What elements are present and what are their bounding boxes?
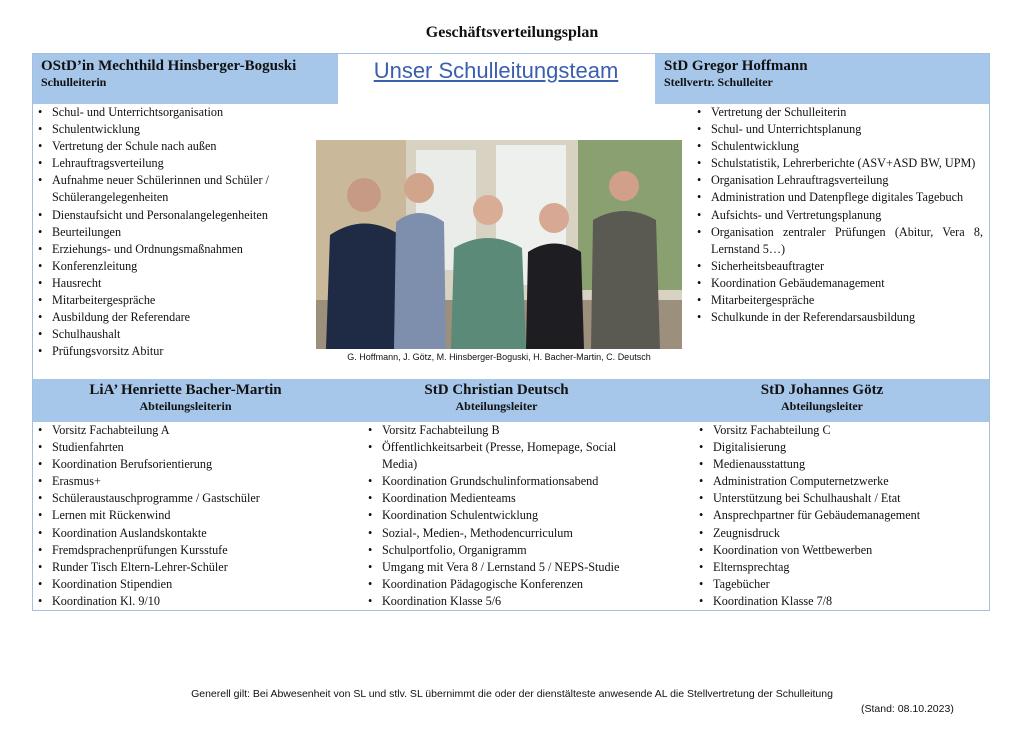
list-item: • Administration Computernetzwerke [713, 473, 985, 490]
list-item: • Koordination Schulentwicklung [382, 507, 649, 524]
list-item: • Erasmus+ [52, 473, 334, 490]
list-item: • Schul- und Unterrichtsplanung [711, 121, 983, 138]
general-note: Generell gilt: Bei Abwesenheit von SL und stlv. SL übernimmt die oder der dienstälteste anwesende AL die Stellvertretung der Schulleitung [191, 688, 833, 700]
abteilung-b-role: Abteilungsleiter [455, 399, 538, 413]
list-item: • Sicherheitsbeauftragter [711, 258, 983, 275]
list-item: • Vorsitz Fachabteilung C [713, 422, 985, 439]
list-item: • Ausbildung der Referendare [52, 309, 296, 326]
abteilung-c-header [655, 379, 989, 422]
list-item: • Vorsitz Fachabteilung A [52, 422, 334, 439]
list-item: • Koordination Medienteams [382, 490, 649, 507]
list-item: • Mitarbeitergespräche [711, 292, 983, 309]
list-item: • Lernen mit Rückenwind [52, 507, 334, 524]
list-item: • Schulentwicklung [52, 121, 296, 138]
schulleiterin-task-list [34, 104, 296, 360]
list-item: • Medienausstattung [713, 456, 985, 473]
list-item: • Elternsprechtag [713, 559, 985, 576]
schulleiterin-name: OStD’in Mechthild Hinsberger-Boguski [41, 58, 297, 74]
list-item: • Koordination Berufsorientierung [52, 456, 334, 473]
list-item: • Öffentlichkeitsarbeit (Presse, Homepage, Social Media) [382, 439, 649, 473]
list-item: • Schulkunde in der Referendarsausbildung [711, 309, 983, 326]
list-item: • Koordination Grundschulinformationsabend [382, 473, 649, 490]
list-item: • Dienstaufsicht und Personalangelegenheiten [52, 207, 296, 224]
list-item: • Beurteilungen [52, 224, 296, 241]
abteilung-b-header [338, 379, 655, 422]
date-stamp: (Stand: 08.10.2023) [861, 703, 954, 715]
list-item: • Koordination Kl. 9/10 [52, 593, 334, 610]
list-item: • Koordination Klasse 5/6 [382, 593, 649, 610]
list-item: • Koordination Pädagogische Konferenzen [382, 576, 649, 593]
list-item: • Studienfahrten [52, 439, 334, 456]
list-item: • Digitalisierung [713, 439, 985, 456]
list-item: • Schüleraustauschprogramme / Gastschüler [52, 490, 334, 507]
list-item: • Runder Tisch Eltern-Lehrer-Schüler [52, 559, 334, 576]
list-item: • Schulentwicklung [711, 138, 983, 155]
stellvertreter-header [655, 54, 989, 104]
team-photo-illustration [316, 140, 682, 349]
list-item: • Erziehungs- und Ordnungsmaßnahmen [52, 241, 296, 258]
list-item: • Vertretung der Schulleiterin [711, 104, 983, 121]
list-item: • Schulstatistik, Lehrerberichte (ASV+ASD BW, UPM) [711, 155, 983, 172]
list-item: • Aufsichts- und Vertretungsplanung [711, 207, 983, 224]
list-item: • Organisation Lehrauftragsverteilung [711, 172, 983, 189]
list-item: • Koordination Stipendien [52, 576, 334, 593]
list-item: • Koordination Klasse 7/8 [713, 593, 985, 610]
list-item: • Umgang mit Vera 8 / Lernstand 5 / NEPS-Studie [382, 559, 649, 576]
list-item: • Koordination von Wettbewerben [713, 542, 985, 559]
stellvertreter-name: StD Gregor Hoffmann [664, 58, 808, 74]
list-item: • Konferenzleitung [52, 258, 296, 275]
abteilung-a-header [33, 379, 338, 422]
list-item: • Zeugnisdruck [713, 525, 985, 542]
list-item: • Unterstützung bei Schulhaushalt / Etat [713, 490, 985, 507]
list-item: • Sozial-, Medien-, Methodencurriculum [382, 525, 649, 542]
list-item: • Prüfungsvorsitz Abitur [52, 343, 296, 360]
list-item: • Administration und Datenpflege digitales Tagebuch [711, 189, 983, 206]
list-item: • Ansprechpartner für Gebäudemanagement [713, 507, 985, 524]
schulleiterin-role: Schulleiterin [41, 75, 107, 89]
list-item: • Lehrauftragsverteilung [52, 155, 296, 172]
stellvertreter-role: Stellvertr. Schulleiter [664, 75, 773, 89]
abteilung-c-task-list [695, 422, 985, 610]
list-item: • Koordination Auslandskontakte [52, 525, 334, 542]
abteilung-a-role: Abteilungsleiterin [139, 399, 232, 413]
list-item: • Mitarbeitergespräche [52, 292, 296, 309]
list-item: • Organisation zentraler Prüfungen (Abitur, Vera 8, Lernstand 5…) [711, 224, 983, 258]
list-item: • Hausrecht [52, 275, 296, 292]
abteilung-b-name: StD Christian Deutsch [424, 382, 569, 398]
list-item: • Koordination Gebäudemanagement [711, 275, 983, 292]
list-item: • Aufnahme neuer Schülerinnen und Schüler / Schülerangelegenheiten [52, 172, 296, 206]
list-item: • Schulhaushalt [52, 326, 296, 343]
list-item: • Vertretung der Schule nach außen [52, 138, 296, 155]
abteilung-b-task-list [364, 422, 649, 610]
list-item: • Tagebücher [713, 576, 985, 593]
stellvertreter-task-list [693, 104, 983, 326]
schulleiterin-header [33, 54, 338, 104]
list-item: • Vorsitz Fachabteilung B [382, 422, 649, 439]
abteilung-a-task-list [34, 422, 334, 610]
photo-caption: G. Hoffmann, J. Götz, M. Hinsberger-Boguski, H. Bacher-Martin, C. Deutsch [347, 352, 651, 362]
list-item: • Schul- und Unterrichtsorganisation [52, 104, 296, 121]
list-item: • Schulportfolio, Organigramm [382, 542, 649, 559]
abteilung-c-role: Abteilungsleiter [781, 399, 863, 413]
team-title-link[interactable]: Unser Schulleitungsteam [373, 58, 619, 83]
list-item: • Fremdsprachenprüfungen Kursstufe [52, 542, 334, 559]
page-title: Geschäftsverteilungsplan [425, 24, 599, 41]
abteilung-a-name: LiA’ Henriette Bacher-Martin [89, 382, 282, 398]
team-photo [316, 140, 682, 349]
abteilung-c-name: StD Johannes Götz [760, 382, 884, 398]
